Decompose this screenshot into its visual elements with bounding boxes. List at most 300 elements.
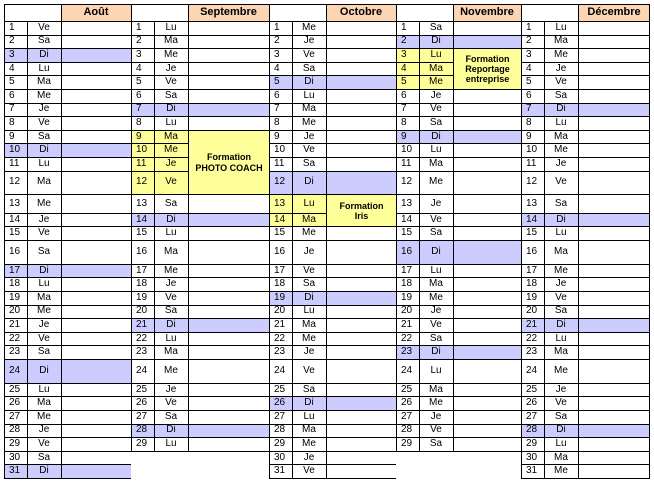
day-number: 26: [136, 397, 148, 409]
day-name: Sa: [302, 157, 316, 169]
day-number: 11: [9, 157, 20, 169]
day-name: Sa: [429, 116, 443, 128]
day-number: 31: [4, 464, 27, 478]
day-name: Di: [544, 424, 578, 438]
day-name: Di: [154, 424, 188, 438]
day-number: 19: [401, 291, 413, 303]
day-name: Di: [544, 103, 578, 117]
day-name: Sa: [554, 197, 568, 209]
grid-line-horizontal: [521, 213, 650, 214]
day-name: Ve: [303, 364, 315, 376]
grid-line-horizontal: [4, 48, 131, 49]
day-name: Di: [27, 48, 61, 62]
day-name: Lu: [303, 410, 315, 422]
day-number: 12: [401, 176, 413, 188]
day-number: 7: [521, 103, 544, 117]
day-number: 18: [136, 278, 148, 290]
grid-line-vertical: [188, 4, 189, 452]
sunday-band: [453, 345, 521, 359]
day-name: Ma: [164, 245, 178, 257]
day-name: Lu: [430, 144, 442, 156]
day-name: Me: [37, 410, 51, 422]
grid-line-horizontal: [521, 116, 650, 117]
day-name: Ve: [303, 465, 315, 477]
day-name: Di: [27, 359, 61, 383]
day-number: 1: [274, 21, 280, 33]
day-name: Di: [544, 213, 578, 227]
day-number: 15: [274, 227, 286, 239]
day-name: Sa: [37, 130, 51, 142]
day-name: Je: [303, 245, 315, 257]
day-number: 28: [274, 424, 286, 436]
day-name: Lu: [165, 332, 177, 344]
day-name: Me: [37, 89, 51, 101]
grid-line-horizontal: [396, 264, 521, 265]
day-name: Je: [555, 278, 567, 290]
day-name: Ve: [555, 176, 567, 188]
sunday-band: [326, 291, 396, 305]
grid-line-horizontal: [269, 410, 396, 411]
grid-line-horizontal: [131, 410, 269, 411]
day-number: 7: [131, 103, 154, 117]
grid-line-horizontal: [521, 143, 650, 144]
grid-line-horizontal: [4, 437, 131, 438]
grid-line-horizontal: [269, 332, 396, 333]
day-number: 28: [9, 424, 21, 436]
day-name: Sa: [429, 227, 443, 239]
day-number: 6: [526, 89, 532, 101]
day-number: 21: [401, 318, 413, 330]
day-name: Je: [38, 213, 50, 225]
day-number: 9: [526, 130, 532, 142]
day-name: Sa: [37, 35, 51, 47]
grid-line-horizontal: [131, 75, 269, 76]
day-number: 22: [526, 332, 538, 344]
day-name: Ma: [554, 35, 568, 47]
day-name: Ve: [555, 397, 567, 409]
event-label: Formation Iris: [327, 195, 396, 226]
day-name: Je: [303, 130, 315, 142]
day-number: 30: [526, 451, 538, 463]
grid-line-horizontal: [521, 157, 650, 158]
day-number: 28: [401, 424, 413, 436]
day-name: Ma: [37, 76, 51, 88]
grid-line-horizontal: [131, 21, 269, 22]
day-number: 25: [274, 383, 286, 395]
day-name: Je: [430, 410, 442, 422]
grid-line-horizontal: [4, 318, 131, 319]
grid-line-horizontal: [521, 130, 650, 131]
grid-line-horizontal: [131, 437, 269, 438]
grid-line-horizontal: [269, 48, 396, 49]
day-number: 28: [521, 424, 544, 438]
day-number: 5: [136, 76, 142, 88]
grid-line-horizontal: [4, 277, 131, 278]
grid-line-horizontal: [269, 345, 396, 346]
day-name: Je: [38, 424, 50, 436]
day-number: 12: [131, 171, 154, 195]
calendar-grid: [4, 4, 650, 479]
grid-line-horizontal: [396, 277, 521, 278]
day-name: Me: [302, 437, 316, 449]
month-header: Août: [61, 4, 131, 21]
day-number: 19: [269, 291, 292, 305]
day-number: 7: [401, 103, 407, 115]
day-number: 15: [401, 227, 413, 239]
day-number: 18: [9, 278, 21, 290]
sunday-band: [188, 424, 269, 438]
day-name: Sa: [554, 89, 568, 101]
grid-line-horizontal: [4, 424, 131, 425]
day-number: 20: [9, 305, 21, 317]
grid-line-horizontal: [4, 478, 131, 479]
grid-line-horizontal: [521, 478, 650, 479]
day-name: Ve: [165, 397, 177, 409]
grid-line-horizontal: [131, 194, 269, 195]
day-number: 31: [274, 465, 286, 477]
day-number: 8: [526, 116, 532, 128]
grid-line-horizontal: [396, 35, 521, 36]
day-name: Me: [302, 21, 316, 33]
grid-line-horizontal: [269, 21, 396, 22]
day-number: 5: [396, 75, 419, 89]
day-number: 24: [401, 364, 413, 376]
grid-line-horizontal: [396, 305, 521, 306]
grid-line-vertical: [544, 21, 545, 478]
grid-line-vertical: [292, 21, 293, 478]
day-number: 17: [401, 264, 413, 276]
day-name: Je: [430, 305, 442, 317]
day-number: 17: [136, 264, 148, 276]
day-number: 24: [136, 364, 148, 376]
grid-line-horizontal: [4, 171, 131, 172]
day-number: 22: [9, 332, 21, 344]
day-name: Je: [430, 197, 442, 209]
grid-line-horizontal: [131, 116, 269, 117]
sunday-band: [453, 240, 521, 264]
sunday-band: [61, 464, 131, 478]
day-name: Lu: [303, 305, 315, 317]
day-name: Sa: [302, 62, 316, 74]
grid-line-horizontal: [396, 171, 521, 172]
grid-line-horizontal: [131, 396, 269, 397]
grid-line-horizontal: [269, 437, 396, 438]
day-number: 27: [136, 410, 148, 422]
day-number: 12: [526, 176, 538, 188]
day-name: Lu: [303, 89, 315, 101]
day-name: Me: [554, 144, 568, 156]
grid-line-horizontal: [4, 103, 131, 104]
grid-line-horizontal: [269, 478, 396, 479]
grid-line-horizontal: [4, 464, 131, 465]
day-number: 10: [401, 144, 413, 156]
day-name: Di: [154, 318, 188, 332]
day-number: 4: [9, 62, 15, 74]
day-number: 29: [401, 437, 413, 449]
day-name: Sa: [164, 410, 178, 422]
day-number: 6: [274, 89, 280, 101]
day-number: 6: [136, 89, 142, 101]
day-name: Me: [164, 48, 178, 60]
day-name: Ma: [292, 213, 326, 227]
day-number: 27: [274, 410, 286, 422]
sunday-band: [326, 75, 396, 89]
grid-line-vertical: [326, 4, 327, 479]
grid-line-horizontal: [4, 194, 131, 195]
grid-line-horizontal: [4, 345, 131, 346]
grid-line-horizontal: [4, 359, 131, 360]
day-number: 9: [131, 130, 154, 144]
day-number: 29: [9, 437, 21, 449]
day-name: Ve: [303, 144, 315, 156]
day-number: 15: [526, 227, 538, 239]
day-number: 2: [526, 35, 532, 47]
day-name: Sa: [554, 305, 568, 317]
day-name: Me: [429, 397, 443, 409]
grid-line-horizontal: [521, 103, 650, 104]
grid-line-horizontal: [4, 157, 131, 158]
grid-line-horizontal: [4, 264, 131, 265]
month-header: Décembre: [578, 4, 650, 21]
grid-line-horizontal: [4, 89, 131, 90]
day-number: 6: [9, 89, 15, 101]
day-name: Je: [303, 451, 315, 463]
grid-line-horizontal: [4, 305, 131, 306]
day-name: Je: [38, 318, 50, 330]
day-name: Je: [38, 103, 50, 115]
grid-line-horizontal: [4, 21, 131, 22]
grid-line-horizontal: [269, 103, 396, 104]
day-number: 9: [9, 130, 15, 142]
month-header: Novembre: [453, 4, 521, 21]
day-number: 4: [136, 62, 142, 74]
day-number: 29: [526, 437, 538, 449]
grid-line-horizontal: [521, 396, 650, 397]
grid-line-horizontal: [131, 305, 269, 306]
grid-line-horizontal: [131, 62, 269, 63]
day-number: 14: [9, 213, 21, 225]
day-name: Ma: [429, 278, 443, 290]
day-name: Me: [164, 264, 178, 276]
grid-line-horizontal: [269, 143, 396, 144]
day-name: Ma: [302, 424, 316, 436]
day-number: 17: [4, 264, 27, 278]
grid-line-horizontal: [4, 35, 131, 36]
day-name: Di: [292, 75, 326, 89]
day-number: 25: [526, 383, 538, 395]
day-number: 18: [526, 278, 538, 290]
grid-line-horizontal: [269, 116, 396, 117]
day-number: 20: [401, 305, 413, 317]
day-name: Lu: [292, 194, 326, 212]
day-number: 14: [401, 213, 413, 225]
day-number: 11: [401, 157, 412, 169]
day-name: Je: [165, 383, 177, 395]
day-number: 10: [526, 144, 538, 156]
day-name: Ma: [164, 35, 178, 47]
sunday-band: [188, 213, 269, 227]
grid-line-horizontal: [131, 264, 269, 265]
sunday-band: [453, 130, 521, 144]
day-number: 8: [9, 116, 15, 128]
day-name: Di: [419, 240, 453, 264]
grid-line-horizontal: [396, 451, 521, 452]
grid-line-horizontal: [521, 359, 650, 360]
grid-line-horizontal: [521, 318, 650, 319]
month-header: Septembre: [188, 4, 269, 21]
day-number: 16: [9, 245, 21, 257]
day-number: 3: [396, 48, 419, 62]
day-name: Je: [555, 383, 567, 395]
grid-line-horizontal: [131, 48, 269, 49]
grid-line-horizontal: [396, 396, 521, 397]
grid-line-horizontal: [269, 451, 396, 452]
grid-line-horizontal: [4, 75, 131, 76]
day-name: Di: [154, 213, 188, 227]
sunday-band: [61, 48, 131, 62]
day-name: Sa: [164, 89, 178, 101]
day-number: 20: [136, 305, 148, 317]
grid-line-horizontal: [269, 171, 396, 172]
day-name: Ve: [38, 227, 50, 239]
grid-line-vertical: [131, 4, 132, 452]
day-number: 2: [136, 35, 142, 47]
day-number: 29: [136, 437, 148, 449]
day-name: Me: [429, 176, 443, 188]
day-name: Lu: [38, 157, 50, 169]
grid-line-horizontal: [396, 157, 521, 158]
grid-line-horizontal: [269, 35, 396, 36]
day-name: Ve: [430, 424, 442, 436]
grid-line-horizontal: [269, 89, 396, 90]
day-number: 27: [401, 410, 413, 422]
day-name: Di: [419, 35, 453, 49]
day-name: Sa: [554, 410, 568, 422]
day-number: 10: [4, 143, 27, 157]
day-number: 21: [9, 318, 21, 330]
grid-line-horizontal: [521, 62, 650, 63]
grid-line-horizontal: [396, 291, 521, 292]
grid-line-vertical: [27, 21, 28, 478]
day-number: 27: [526, 410, 538, 422]
grid-line-horizontal: [269, 305, 396, 306]
day-number: 8: [274, 116, 280, 128]
day-number: 5: [269, 75, 292, 89]
day-name: Je: [303, 346, 315, 358]
day-number: 18: [274, 278, 286, 290]
day-number: 4: [396, 62, 419, 76]
day-number: 19: [9, 291, 21, 303]
grid-line-horizontal: [4, 240, 131, 241]
day-name: Di: [292, 171, 326, 195]
day-name: Sa: [302, 383, 316, 395]
day-name: Je: [154, 157, 188, 171]
grid-line-horizontal: [4, 4, 650, 5]
day-name: Sa: [37, 346, 51, 358]
day-number: 9: [396, 130, 419, 144]
day-number: 13: [401, 197, 413, 209]
day-name: Sa: [429, 332, 443, 344]
grid-line-horizontal: [131, 226, 269, 227]
day-number: 20: [526, 305, 538, 317]
grid-line-horizontal: [131, 424, 269, 425]
grid-line-horizontal: [269, 62, 396, 63]
grid-line-horizontal: [4, 116, 131, 117]
grid-line-horizontal: [396, 240, 521, 241]
grid-line-horizontal: [269, 396, 396, 397]
day-name: Me: [37, 305, 51, 317]
grid-line-horizontal: [4, 143, 131, 144]
day-number: 13: [9, 197, 21, 209]
grid-line-horizontal: [396, 383, 521, 384]
day-name: Je: [555, 157, 567, 169]
grid-line-horizontal: [4, 383, 131, 384]
day-name: Je: [430, 89, 442, 101]
day-name: Ve: [38, 437, 50, 449]
day-name: Sa: [429, 437, 443, 449]
day-number: 4: [274, 62, 280, 74]
grid-line-horizontal: [4, 451, 131, 452]
day-number: 8: [136, 116, 142, 128]
grid-line-horizontal: [131, 213, 269, 214]
day-name: Lu: [430, 264, 442, 276]
day-name: Lu: [165, 116, 177, 128]
sunday-band: [326, 396, 396, 410]
day-number: 1: [136, 21, 142, 33]
day-name: Ma: [419, 62, 453, 76]
sunday-band: [578, 318, 650, 332]
grid-line-horizontal: [269, 226, 396, 227]
day-number: 30: [9, 451, 21, 463]
day-name: Ve: [38, 332, 50, 344]
day-name: Di: [419, 345, 453, 359]
day-number: 23: [9, 346, 21, 358]
day-number: 31: [526, 465, 538, 477]
day-number: 3: [4, 48, 27, 62]
day-number: 22: [401, 332, 413, 344]
grid-line-horizontal: [521, 75, 650, 76]
grid-line-horizontal: [269, 240, 396, 241]
day-name: Di: [419, 130, 453, 144]
grid-line-vertical: [649, 4, 650, 479]
grid-line-horizontal: [521, 345, 650, 346]
day-name: Lu: [419, 48, 453, 62]
day-name: Me: [554, 465, 568, 477]
day-name: Ma: [429, 383, 443, 395]
grid-line-vertical: [4, 4, 5, 479]
event-label: Formation Reportage entreprise: [454, 49, 521, 89]
day-number: 23: [396, 345, 419, 359]
day-number: 11: [526, 157, 537, 169]
day-number: 26: [269, 396, 292, 410]
day-name: Ve: [555, 76, 567, 88]
day-name: Ve: [165, 76, 177, 88]
grid-line-horizontal: [521, 291, 650, 292]
day-name: Di: [544, 318, 578, 332]
grid-line-horizontal: [521, 305, 650, 306]
grid-line-horizontal: [131, 359, 269, 360]
day-number: 13: [136, 197, 148, 209]
day-number: 26: [9, 397, 21, 409]
day-name: Di: [292, 396, 326, 410]
grid-line-horizontal: [131, 240, 269, 241]
day-number: 4: [526, 62, 532, 74]
day-number: 30: [274, 451, 286, 463]
grid-line-horizontal: [269, 264, 396, 265]
day-number: 15: [136, 227, 148, 239]
grid-line-horizontal: [4, 213, 131, 214]
day-number: 20: [274, 305, 286, 317]
